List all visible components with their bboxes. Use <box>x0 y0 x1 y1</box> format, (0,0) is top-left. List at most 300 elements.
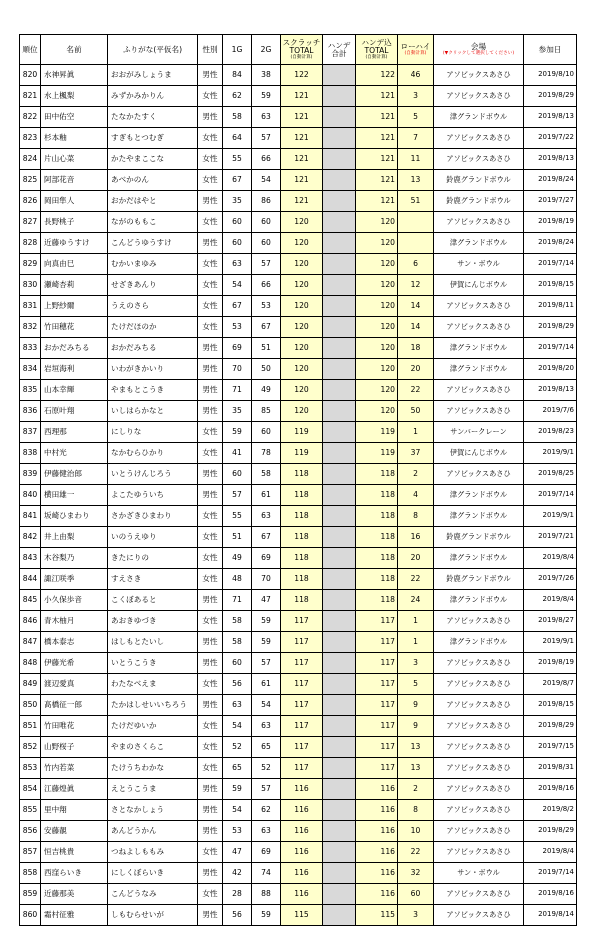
cell-gender: 男性 <box>198 191 223 212</box>
header-date: 参加日 <box>524 35 577 65</box>
cell-scratch-total: 117 <box>281 716 323 737</box>
cell-handicap <box>323 212 356 233</box>
header-name: 名前 <box>41 35 108 65</box>
cell-rank: 820 <box>20 65 41 86</box>
header-scratch-label: スクラッチ <box>282 38 321 47</box>
cell-rank: 849 <box>20 674 41 695</box>
cell-kana: おかだはやと <box>108 191 198 212</box>
cell-venue[interactable]: 伊賀にんじボウル <box>434 275 524 296</box>
cell-kana: やまもとこうき <box>108 380 198 401</box>
cell-game1: 71 <box>223 590 252 611</box>
cell-date: 2019/8/23 <box>524 422 577 443</box>
cell-venue[interactable]: 鈴鹿グランドボウル <box>434 191 524 212</box>
table-row <box>20 800 577 821</box>
table-row <box>20 758 577 779</box>
cell-date: 2019/8/27 <box>524 611 577 632</box>
cell-game2: 59 <box>252 86 281 107</box>
cell-handicap-total: 115 <box>356 905 398 926</box>
cell-kana: さかざきひまわり <box>108 506 198 527</box>
cell-game2: 61 <box>252 674 281 695</box>
cell-kana: つねよしももみ <box>108 842 198 863</box>
cell-game2: 57 <box>252 254 281 275</box>
cell-game1: 63 <box>223 695 252 716</box>
cell-game2: 74 <box>252 863 281 884</box>
cell-lowhigh: 14 <box>398 296 434 317</box>
cell-kana: おおがみしょうま <box>108 65 198 86</box>
cell-date: 2019/8/11 <box>524 296 577 317</box>
cell-name: 片山心菜 <box>41 149 108 170</box>
table-row <box>20 863 577 884</box>
cell-rank: 857 <box>20 842 41 863</box>
cell-lowhigh: 60 <box>398 884 434 905</box>
cell-date: 2019/7/22 <box>524 128 577 149</box>
cell-lowhigh: 13 <box>398 758 434 779</box>
cell-name: 阿部花音 <box>41 170 108 191</box>
cell-rank: 836 <box>20 401 41 422</box>
cell-game2: 85 <box>252 401 281 422</box>
cell-venue[interactable]: 津グランドボウル <box>434 632 524 653</box>
cell-name: 横田雄一 <box>41 485 108 506</box>
cell-venue[interactable]: アソビックスあさひ <box>434 380 524 401</box>
cell-game1: 57 <box>223 485 252 506</box>
cell-kana: たけだゆいか <box>108 716 198 737</box>
cell-date: 2019/8/4 <box>524 590 577 611</box>
table-row <box>20 191 577 212</box>
table-row <box>20 884 577 905</box>
cell-handicap <box>323 884 356 905</box>
cell-name: おかだみちる <box>41 338 108 359</box>
table-row <box>20 527 577 548</box>
cell-game1: 56 <box>223 905 252 926</box>
cell-gender: 女性 <box>198 275 223 296</box>
header-scratch-label-2: TOTAL <box>289 45 314 55</box>
cell-game2: 78 <box>252 443 281 464</box>
cell-handicap-total: 120 <box>356 233 398 254</box>
cell-date: 2019/8/20 <box>524 359 577 380</box>
cell-handicap <box>323 863 356 884</box>
cell-kana: なかむらひかり <box>108 443 198 464</box>
cell-handicap-total: 121 <box>356 170 398 191</box>
cell-handicap <box>323 317 356 338</box>
cell-venue[interactable]: アソビックスあさひ <box>434 296 524 317</box>
cell-handicap <box>323 716 356 737</box>
table-row <box>20 233 577 254</box>
cell-name: 小久保歩音 <box>41 590 108 611</box>
cell-venue[interactable]: アソビックスあさひ <box>434 884 524 905</box>
cell-rank: 852 <box>20 737 41 758</box>
cell-venue[interactable]: アソビックスあさひ <box>434 695 524 716</box>
cell-venue[interactable]: アソビックスあさひ <box>434 653 524 674</box>
cell-scratch-total: 121 <box>281 170 323 191</box>
cell-rank: 835 <box>20 380 41 401</box>
cell-lowhigh: 22 <box>398 569 434 590</box>
cell-game2: 51 <box>252 338 281 359</box>
cell-kana: たけうちわかな <box>108 758 198 779</box>
cell-handicap <box>323 380 356 401</box>
cell-game1: 64 <box>223 128 252 149</box>
cell-gender: 女性 <box>198 527 223 548</box>
cell-handicap-total: 120 <box>356 317 398 338</box>
cell-game1: 56 <box>223 674 252 695</box>
cell-game2: 50 <box>252 359 281 380</box>
cell-handicap <box>323 233 356 254</box>
cell-game2: 60 <box>252 212 281 233</box>
header-gender: 性別 <box>198 35 223 65</box>
cell-kana: にしくぼらいき <box>108 863 198 884</box>
cell-date: 2019/9/1 <box>524 506 577 527</box>
cell-gender: 男性 <box>198 359 223 380</box>
cell-venue[interactable]: アソビックスあさひ <box>434 800 524 821</box>
cell-rank: 829 <box>20 254 41 275</box>
cell-kana: はしもとたいし <box>108 632 198 653</box>
cell-kana: みずかみかりん <box>108 86 198 107</box>
cell-game1: 48 <box>223 569 252 590</box>
cell-lowhigh: 2 <box>398 464 434 485</box>
cell-lowhigh: 37 <box>398 443 434 464</box>
cell-handicap <box>323 653 356 674</box>
cell-kana: こんどうなみ <box>108 884 198 905</box>
header-game1: 1G <box>223 35 252 65</box>
cell-lowhigh: 24 <box>398 590 434 611</box>
cell-name: 霜村征雅 <box>41 905 108 926</box>
cell-kana: いのうえゆり <box>108 527 198 548</box>
cell-venue[interactable]: アソビックスあさひ <box>434 821 524 842</box>
cell-date: 2019/8/10 <box>524 65 577 86</box>
cell-handicap-total: 118 <box>356 527 398 548</box>
table-row <box>20 170 577 191</box>
cell-venue[interactable]: アソビックスあさひ <box>434 905 524 926</box>
cell-date: 2019/8/4 <box>524 548 577 569</box>
cell-name: 西理那 <box>41 422 108 443</box>
cell-date: 2019/9/1 <box>524 443 577 464</box>
cell-venue[interactable]: アソビックスあさひ <box>434 779 524 800</box>
cell-scratch-total: 117 <box>281 758 323 779</box>
cell-venue[interactable]: アソビックスあさひ <box>434 317 524 338</box>
cell-venue[interactable]: サン・ボウル <box>434 863 524 884</box>
cell-game2: 63 <box>252 107 281 128</box>
cell-venue[interactable]: 鈴鹿グランドボウル <box>434 170 524 191</box>
cell-lowhigh: 6 <box>398 254 434 275</box>
cell-game1: 53 <box>223 821 252 842</box>
cell-name: 山本幸輝 <box>41 380 108 401</box>
cell-game1: 60 <box>223 464 252 485</box>
cell-scratch-total: 117 <box>281 674 323 695</box>
cell-handicap-total: 120 <box>356 254 398 275</box>
cell-kana: あべかのん <box>108 170 198 191</box>
cell-handicap <box>323 401 356 422</box>
cell-venue[interactable]: 津グランドボウル <box>434 590 524 611</box>
cell-venue[interactable]: アソビックスあさひ <box>434 464 524 485</box>
cell-date: 2019/8/29 <box>524 716 577 737</box>
cell-kana: さとなかしょう <box>108 800 198 821</box>
cell-scratch-total: 118 <box>281 527 323 548</box>
cell-scratch-total: 119 <box>281 443 323 464</box>
cell-handicap-total: 120 <box>356 380 398 401</box>
table-row <box>20 86 577 107</box>
table-row <box>20 128 577 149</box>
cell-handicap <box>323 359 356 380</box>
table-row <box>20 149 577 170</box>
cell-game2: 63 <box>252 821 281 842</box>
cell-handicap-total: 116 <box>356 821 398 842</box>
cell-date: 2019/7/27 <box>524 191 577 212</box>
cell-game2: 70 <box>252 569 281 590</box>
cell-lowhigh: 13 <box>398 737 434 758</box>
cell-handicap-total: 120 <box>356 338 398 359</box>
cell-lowhigh: 46 <box>398 65 434 86</box>
cell-name: 渡辺愛真 <box>41 674 108 695</box>
table-row <box>20 695 577 716</box>
cell-kana: こくぼあると <box>108 590 198 611</box>
cell-venue[interactable]: サンバークレーン <box>434 422 524 443</box>
cell-date: 2019/9/1 <box>524 632 577 653</box>
cell-game1: 60 <box>223 212 252 233</box>
cell-venue[interactable]: アソビックスあさひ <box>434 128 524 149</box>
cell-handicap-total: 122 <box>356 65 398 86</box>
cell-gender: 女性 <box>198 716 223 737</box>
cell-handicap-total: 121 <box>356 128 398 149</box>
cell-lowhigh: 1 <box>398 611 434 632</box>
cell-scratch-total: 116 <box>281 842 323 863</box>
cell-kana: しもむらせいが <box>108 905 198 926</box>
cell-game1: 49 <box>223 548 252 569</box>
cell-game1: 71 <box>223 380 252 401</box>
cell-date: 2019/8/24 <box>524 233 577 254</box>
cell-lowhigh: 32 <box>398 863 434 884</box>
header-lowhigh <box>398 35 434 65</box>
cell-gender: 男性 <box>198 380 223 401</box>
cell-venue[interactable]: アソビックスあさひ <box>434 716 524 737</box>
cell-venue[interactable]: 津グランドボウル <box>434 359 524 380</box>
cell-venue[interactable]: 鈴鹿グランドボウル <box>434 527 524 548</box>
cell-venue[interactable]: アソビックスあさひ <box>434 674 524 695</box>
cell-venue[interactable]: 伊賀にんじボウル <box>434 443 524 464</box>
cell-game2: 59 <box>252 905 281 926</box>
cell-kana: やまのさくらこ <box>108 737 198 758</box>
cell-game2: 49 <box>252 380 281 401</box>
cell-name: 里中翔 <box>41 800 108 821</box>
cell-gender: 男性 <box>198 905 223 926</box>
cell-game2: 69 <box>252 548 281 569</box>
cell-venue[interactable]: サン・ボウル <box>434 254 524 275</box>
cell-name: 竹内若菜 <box>41 758 108 779</box>
cell-game1: 63 <box>223 254 252 275</box>
cell-gender: 男性 <box>198 821 223 842</box>
cell-rank: 832 <box>20 317 41 338</box>
cell-handicap <box>323 506 356 527</box>
cell-handicap <box>323 128 356 149</box>
cell-gender: 男性 <box>198 863 223 884</box>
cell-handicap-total: 118 <box>356 548 398 569</box>
cell-name: 中村光 <box>41 443 108 464</box>
cell-venue[interactable]: アソビックスあさひ <box>434 65 524 86</box>
cell-lowhigh: 16 <box>398 527 434 548</box>
cell-name: 伊藤光希 <box>41 653 108 674</box>
ranking-table <box>19 34 577 926</box>
cell-handicap-total: 117 <box>356 716 398 737</box>
cell-venue[interactable]: アソビックスあさひ <box>434 401 524 422</box>
cell-gender: 男性 <box>198 233 223 254</box>
cell-venue[interactable]: 津グランドボウル <box>434 338 524 359</box>
cell-lowhigh: 7 <box>398 128 434 149</box>
cell-date: 2019/7/15 <box>524 737 577 758</box>
cell-scratch-total: 117 <box>281 653 323 674</box>
cell-lowhigh: 10 <box>398 821 434 842</box>
cell-venue[interactable]: アソビックスあさひ <box>434 212 524 233</box>
cell-venue[interactable]: 鈴鹿グランドボウル <box>434 569 524 590</box>
cell-game1: 59 <box>223 422 252 443</box>
cell-game2: 69 <box>252 842 281 863</box>
header-scratch-note: (自動計算) <box>290 54 313 60</box>
cell-handicap <box>323 758 356 779</box>
cell-scratch-total: 116 <box>281 863 323 884</box>
cell-handicap <box>323 821 356 842</box>
cell-name: 恒吉桃貴 <box>41 842 108 863</box>
cell-kana: あんどうかん <box>108 821 198 842</box>
cell-venue[interactable]: アソビックスあさひ <box>434 149 524 170</box>
cell-handicap-total: 117 <box>356 695 398 716</box>
cell-venue[interactable]: 津グランドボウル <box>434 107 524 128</box>
cell-kana: いしはらかなと <box>108 401 198 422</box>
cell-lowhigh: 1 <box>398 632 434 653</box>
cell-venue[interactable]: アソビックスあさひ <box>434 842 524 863</box>
cell-gender: 女性 <box>198 170 223 191</box>
cell-kana: むかいまゆみ <box>108 254 198 275</box>
cell-date: 2019/8/14 <box>524 905 577 926</box>
cell-handicap <box>323 800 356 821</box>
cell-gender: 女性 <box>198 86 223 107</box>
cell-scratch-total: 120 <box>281 401 323 422</box>
header-handicap-total-label-2: TOTAL <box>364 45 389 55</box>
cell-game1: 84 <box>223 65 252 86</box>
cell-gender: 女性 <box>198 548 223 569</box>
cell-handicap-total: 118 <box>356 464 398 485</box>
header-handicap-label: ハンデ <box>327 40 351 50</box>
cell-venue[interactable]: 津グランドボウル <box>434 548 524 569</box>
cell-game2: 66 <box>252 275 281 296</box>
cell-name: 岩垣海利 <box>41 359 108 380</box>
cell-game1: 51 <box>223 527 252 548</box>
cell-date: 2019/7/14 <box>524 254 577 275</box>
cell-handicap <box>323 170 356 191</box>
cell-scratch-total: 121 <box>281 107 323 128</box>
header-game2: 2G <box>252 35 281 65</box>
cell-date: 2019/8/13 <box>524 107 577 128</box>
cell-lowhigh: 3 <box>398 905 434 926</box>
table-row <box>20 548 577 569</box>
cell-game1: 69 <box>223 338 252 359</box>
cell-game1: 58 <box>223 611 252 632</box>
cell-scratch-total: 116 <box>281 800 323 821</box>
cell-date: 2019/7/26 <box>524 569 577 590</box>
cell-name: 近藤那美 <box>41 884 108 905</box>
cell-name: 近藤ゆうすけ <box>41 233 108 254</box>
cell-venue[interactable]: アソビックスあさひ <box>434 611 524 632</box>
cell-game2: 53 <box>252 296 281 317</box>
cell-venue[interactable]: アソビックスあさひ <box>434 758 524 779</box>
cell-game2: 57 <box>252 128 281 149</box>
cell-lowhigh: 3 <box>398 653 434 674</box>
cell-game2: 60 <box>252 422 281 443</box>
cell-game2: 52 <box>252 758 281 779</box>
cell-handicap-total: 118 <box>356 590 398 611</box>
cell-gender: 女性 <box>198 128 223 149</box>
cell-scratch-total: 116 <box>281 779 323 800</box>
cell-gender: 男性 <box>198 653 223 674</box>
cell-handicap <box>323 590 356 611</box>
table-row <box>20 716 577 737</box>
cell-handicap <box>323 737 356 758</box>
cell-date: 2019/8/29 <box>524 317 577 338</box>
cell-game2: 47 <box>252 590 281 611</box>
cell-kana: わたなべえま <box>108 674 198 695</box>
cell-handicap-total: 118 <box>356 506 398 527</box>
cell-gender: 男性 <box>198 800 223 821</box>
cell-venue[interactable]: 津グランドボウル <box>434 485 524 506</box>
cell-handicap <box>323 338 356 359</box>
cell-gender: 女性 <box>198 674 223 695</box>
table-row <box>20 569 577 590</box>
table-row <box>20 674 577 695</box>
cell-name: 木谷梨乃 <box>41 548 108 569</box>
cell-scratch-total: 120 <box>281 317 323 338</box>
cell-venue[interactable]: アソビックスあさひ <box>434 737 524 758</box>
cell-game1: 55 <box>223 506 252 527</box>
table-row <box>20 464 577 485</box>
cell-kana: えとうこうま <box>108 779 198 800</box>
cell-handicap-total: 116 <box>356 779 398 800</box>
cell-gender: 女性 <box>198 317 223 338</box>
cell-rank: 833 <box>20 338 41 359</box>
cell-game1: 67 <box>223 170 252 191</box>
cell-handicap-total: 116 <box>356 842 398 863</box>
cell-rank: 844 <box>20 569 41 590</box>
cell-game1: 47 <box>223 842 252 863</box>
cell-rank: 856 <box>20 821 41 842</box>
header-lowhigh-note: (自動計算) <box>404 50 427 56</box>
cell-game2: 65 <box>252 737 281 758</box>
table-row <box>20 653 577 674</box>
cell-rank: 847 <box>20 632 41 653</box>
cell-handicap-total: 119 <box>356 422 398 443</box>
cell-gender: 女性 <box>198 737 223 758</box>
cell-handicap <box>323 905 356 926</box>
cell-handicap <box>323 65 356 86</box>
cell-game2: 67 <box>252 317 281 338</box>
cell-gender: 男性 <box>198 695 223 716</box>
cell-venue[interactable]: 津グランドボウル <box>434 233 524 254</box>
cell-handicap-total: 119 <box>356 443 398 464</box>
cell-lowhigh: 5 <box>398 107 434 128</box>
table-row <box>20 254 577 275</box>
cell-gender: 女性 <box>198 422 223 443</box>
cell-game1: 52 <box>223 737 252 758</box>
cell-kana: すぎもとつむぎ <box>108 128 198 149</box>
cell-game1: 67 <box>223 296 252 317</box>
cell-lowhigh: 5 <box>398 674 434 695</box>
cell-kana: あおきゆづき <box>108 611 198 632</box>
cell-game1: 58 <box>223 632 252 653</box>
cell-lowhigh: 13 <box>398 170 434 191</box>
cell-name: 西窪らいき <box>41 863 108 884</box>
header-handicap <box>323 35 356 65</box>
cell-venue[interactable]: 津グランドボウル <box>434 506 524 527</box>
cell-date: 2019/8/7 <box>524 674 577 695</box>
cell-game1: 41 <box>223 443 252 464</box>
cell-name: 山野桜子 <box>41 737 108 758</box>
cell-venue[interactable]: アソビックスあさひ <box>434 86 524 107</box>
cell-handicap <box>323 296 356 317</box>
